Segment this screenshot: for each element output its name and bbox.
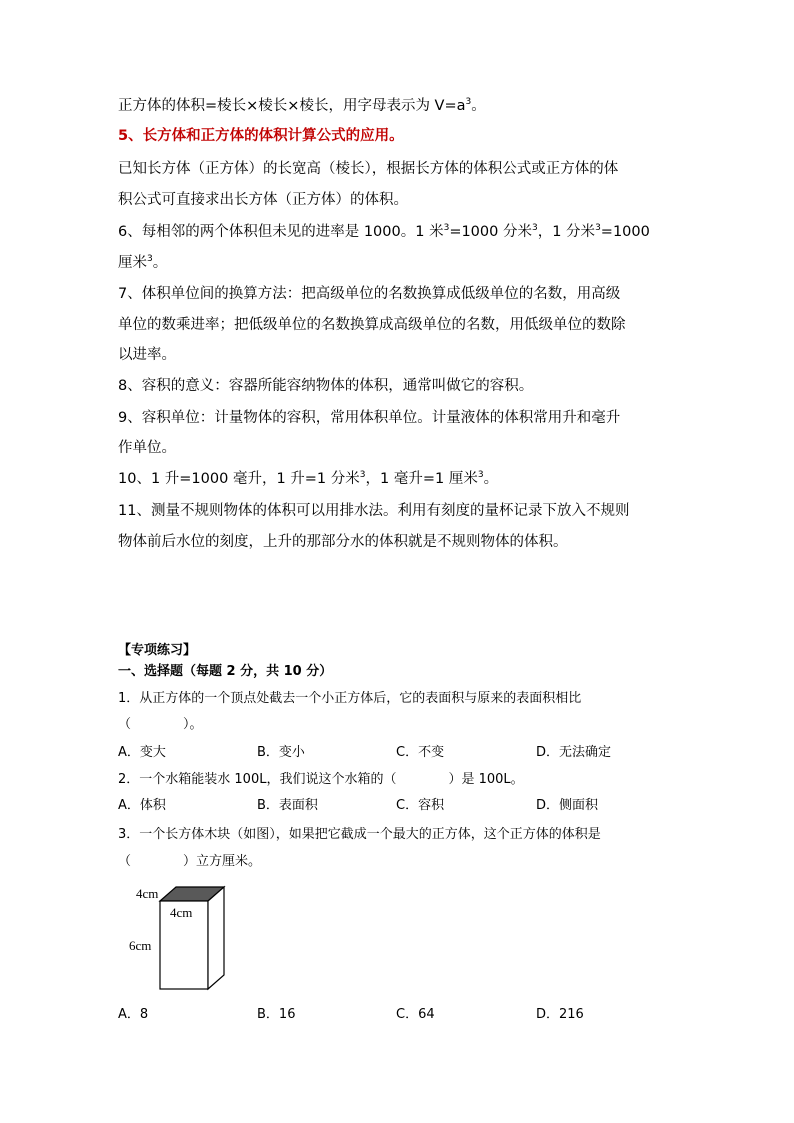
- practice-heading: 【专项练习】: [118, 643, 197, 658]
- label-top-left: 4cm: [136, 886, 159, 901]
- question-1-line-1: 1．从正方体的一个顶点处截去一个小正方体后，它的表面积与原来的表面积相比: [118, 691, 582, 706]
- section-title-choice: 一、选择题（每题 2 分，共 10 分）: [118, 664, 333, 679]
- label-top-front: 4cm: [170, 905, 193, 920]
- point-5-line-2: 积公式可直接求出长方体（正方体）的体积。: [118, 192, 408, 208]
- q2-option-a[interactable]: A．体积: [118, 798, 166, 813]
- q3-option-a[interactable]: A．8: [118, 1007, 149, 1022]
- point-5-line-1: 已知长方体（正方体）的长宽高（棱长），根据长方体的体积公式或正方体的体: [118, 161, 619, 177]
- q3-option-d[interactable]: D．216: [536, 1007, 584, 1022]
- q2-option-c[interactable]: C．容积: [396, 798, 445, 813]
- point-6-line-2: 厘米$^3$。: [118, 254, 168, 271]
- point-6-line-1: 6、每相邻的两个体积但未见的进率是 1000。1 米$^3$=1000 分米$^3$，1 分米$^3$=1000: [118, 223, 650, 240]
- question-3-line-2: （ ）立方厘米。: [118, 854, 262, 869]
- q3-option-b[interactable]: B．16: [257, 1007, 296, 1022]
- point-9-line-2: 作单位。: [118, 440, 176, 456]
- q1-option-b[interactable]: B．变小: [257, 745, 305, 760]
- q1-option-d[interactable]: D．无法确定: [536, 745, 612, 760]
- point-9-line-1: 9、容积单位：计量物体的容积，常用体积单位。计量液体的体积常用升和毫升: [118, 410, 621, 426]
- q2-option-b[interactable]: B．表面积: [257, 798, 318, 813]
- point-7-line-2: 单位的数乘进率；把低级单位的名数换算成高级单位的名数，用低级单位的数除: [118, 317, 626, 333]
- point-11-line-1: 11、测量不规则物体的体积可以用排水法。利用有刻度的量杯记录下放入不规则: [118, 503, 630, 519]
- q3-option-c[interactable]: C．64: [396, 1007, 435, 1022]
- point-10: 10、1 升=1000 毫升，1 升=1 分米$^3$，1 毫升=1 厘米$^3$。: [118, 470, 499, 487]
- heading-point-5: 5、长方体和正方体的体积计算公式的应用。: [118, 128, 404, 144]
- point-7-line-1: 7、体积单位间的换算方法：把高级单位的名数换算成低级单位的名数，用高级: [118, 286, 621, 302]
- formula-line-cube-volume: 正方体的体积=棱长×棱长×棱长，用字母表示为 $V=a^3$。: [118, 97, 486, 114]
- question-2: 2．一个水箱能装水 100L，我们说这个水箱的（ ）是 100L。: [118, 772, 524, 787]
- question-3-line-1: 3．一个长方体木块（如图），如果把它截成一个最大的正方体，这个正方体的体积是: [118, 827, 601, 842]
- q1-option-c[interactable]: C．不变: [396, 745, 445, 760]
- q1-option-a[interactable]: A．变大: [118, 745, 166, 760]
- q2-option-d[interactable]: D．侧面积: [536, 798, 599, 813]
- question-1-line-2: （ ）。: [118, 717, 203, 732]
- cuboid-side-face: [208, 887, 224, 989]
- point-11-line-2: 物体前后水位的刻度，上升的那部分水的体积就是不规则物体的体积。: [118, 534, 568, 550]
- label-side: 6cm: [129, 938, 152, 953]
- point-7-line-3: 以进率。: [118, 347, 176, 363]
- point-8: 8、容积的意义：容器所能容纳物体的体积，通常叫做它的容积。: [118, 378, 534, 394]
